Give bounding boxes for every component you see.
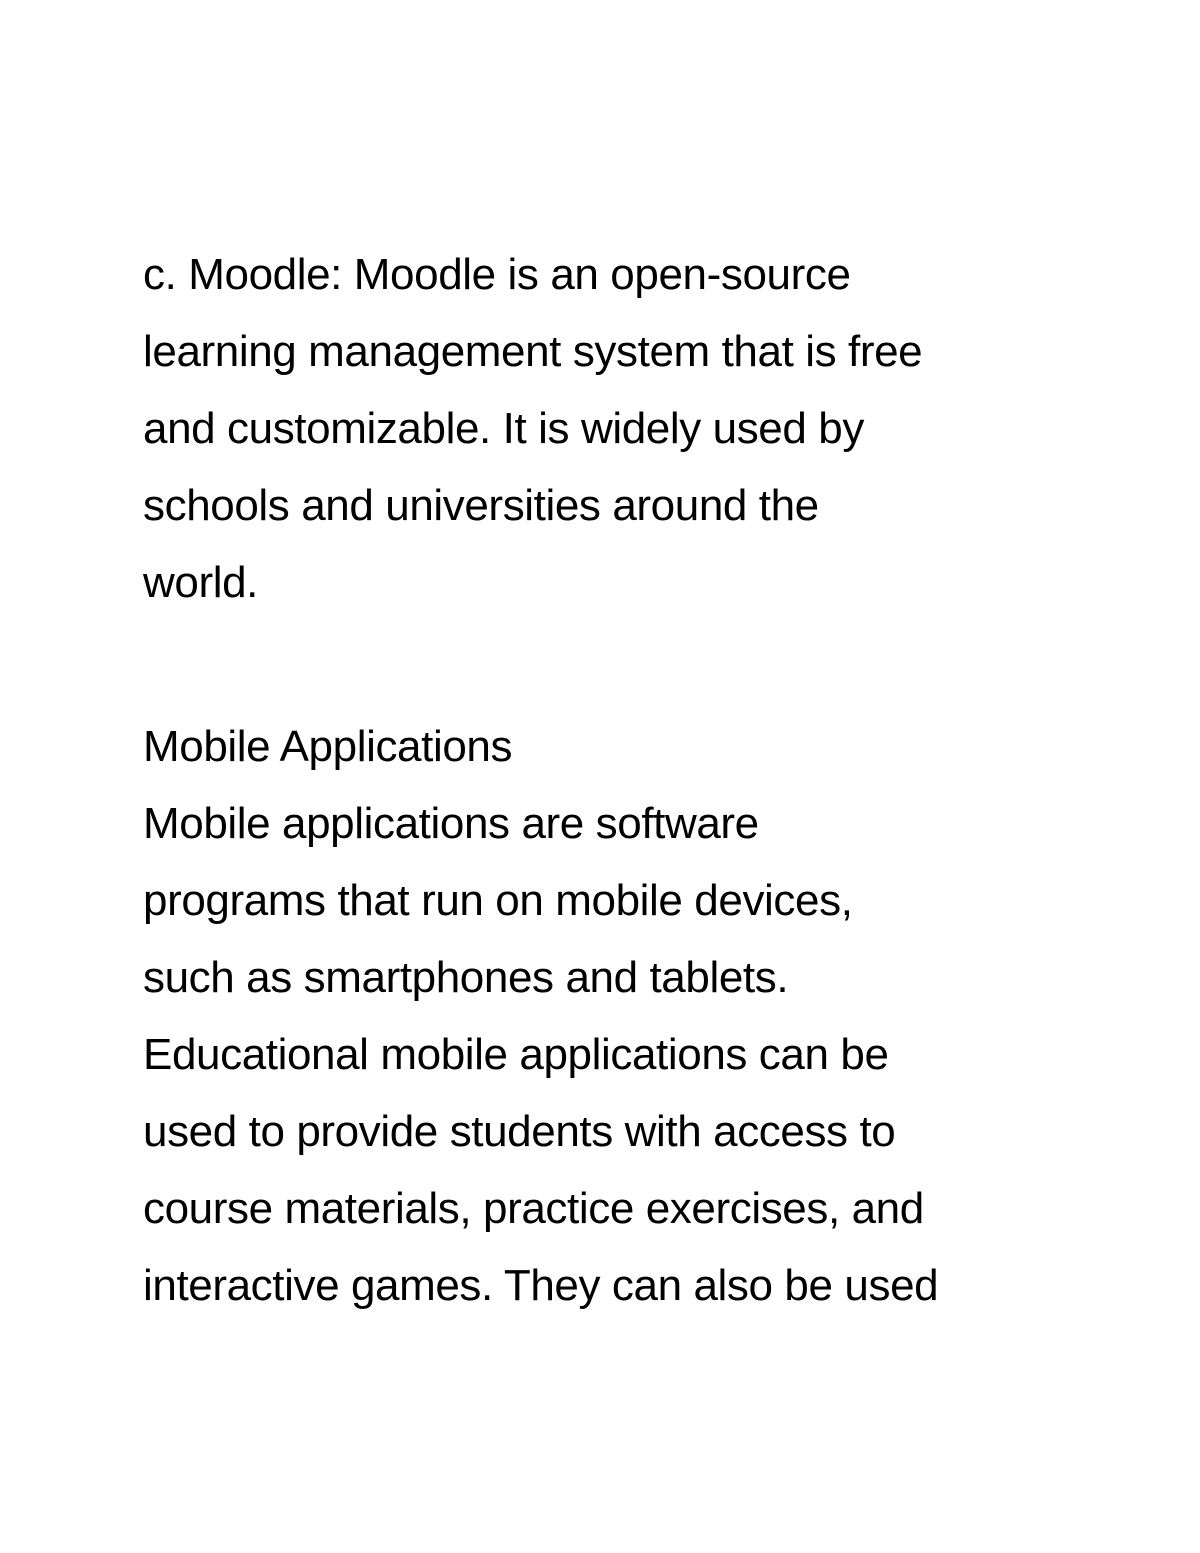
mobile-paragraph-line: programs that run on mobile devices, [143, 876, 853, 925]
mobile-paragraph-line: course materials, practice exercises, and [143, 1184, 924, 1233]
moodle-paragraph-line: and customizable. It is widely used by [143, 404, 864, 453]
section-heading: Mobile Applications [143, 722, 513, 771]
moodle-paragraph-line: c. Moodle: Moodle is an open-source [143, 250, 851, 299]
mobile-paragraph-line: used to provide students with access to [143, 1107, 896, 1156]
paragraph-spacer [143, 621, 1083, 708]
mobile-paragraph-line: Educational mobile applications can be [143, 1030, 889, 1079]
mobile-paragraph-line: interactive games. They can also be used [143, 1261, 939, 1310]
moodle-paragraph-line: learning management system that is free [143, 327, 923, 376]
moodle-paragraph [143, 236, 1083, 621]
mobile-paragraph-line: such as smartphones and tablets. [143, 953, 789, 1002]
mobile-applications-paragraph [143, 785, 1083, 1324]
mobile-paragraph-line: Mobile applications are software [143, 799, 759, 848]
moodle-paragraph-line: schools and universities around the [143, 481, 819, 530]
moodle-paragraph-line: world. [143, 558, 258, 607]
document-body [143, 236, 1083, 1324]
